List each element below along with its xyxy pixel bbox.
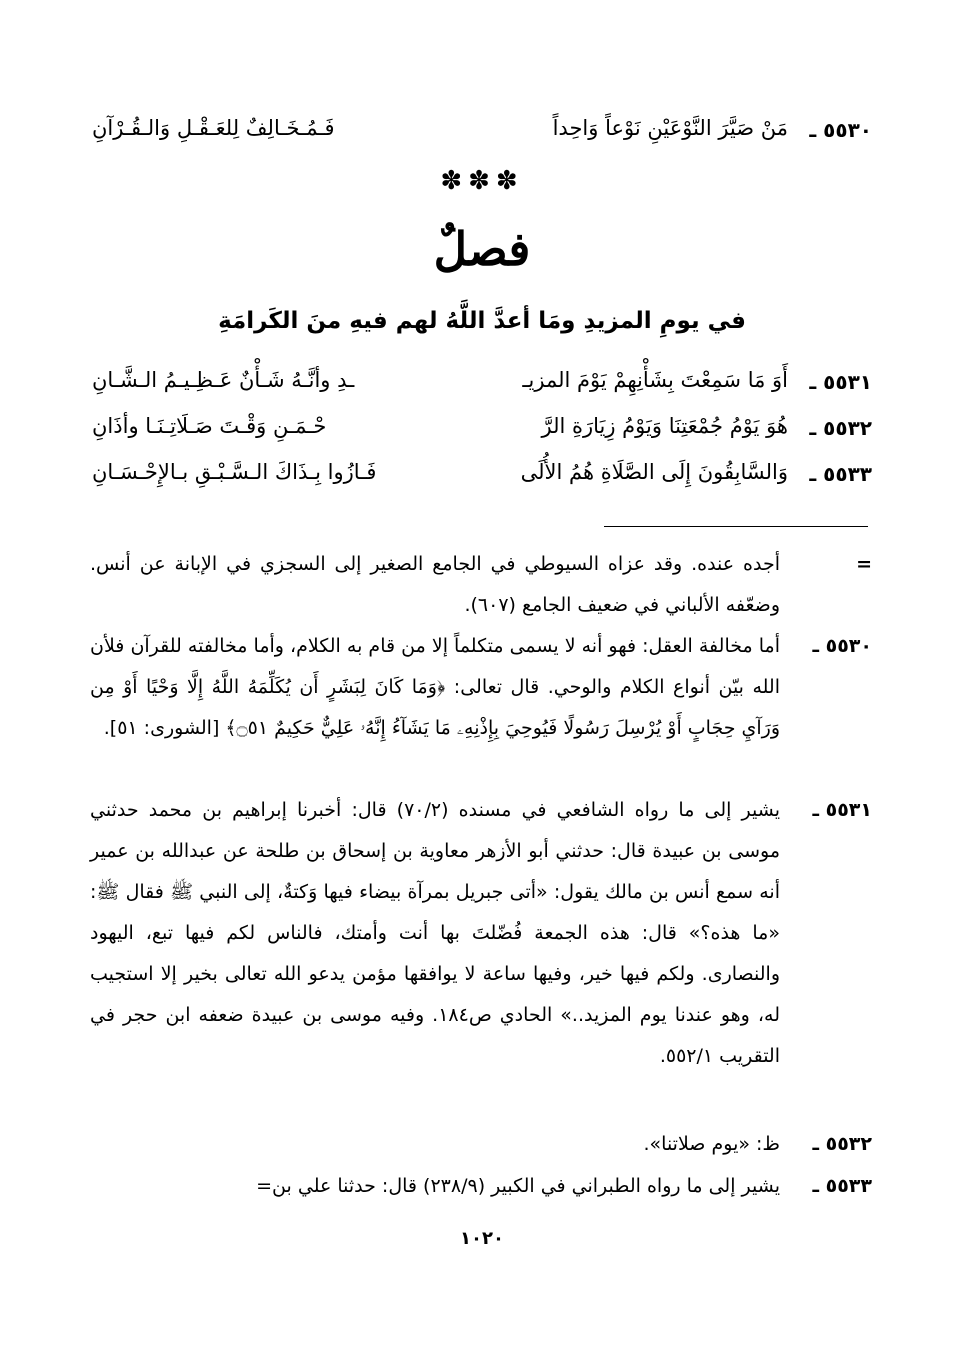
footnote-number: ٥٥٣٠ ـ (812, 635, 872, 657)
verse-first-hemistich: مَنْ صَيَّرَ النَّوْعَيْنِ نَوْعاً وَاحِداً (552, 116, 788, 140)
verse-second-hemistich: فَـمُـخَـالِفٌ لِلعَـقْـلِ وَالـقُـرْآنِ (92, 116, 335, 140)
footnote (90, 1166, 872, 1207)
verse-number: ٥٥٣٣ ـ (809, 462, 872, 486)
verse-second-hemistich: حْـمَـنِ وَقْـتَ صَـلَاتِـنَـا وأذَانِ (92, 414, 327, 438)
verse-line (92, 112, 872, 154)
verse-number: ٥٥٣١ ـ (809, 370, 872, 394)
footnote-text: يشير إلى ما رواه الطبراني في الكبير (٢٣٨/٩) قال: حدثنا علي بن= (256, 1175, 780, 1197)
verse-first-hemistich: هُوَ يَوْمُ جُمْعَتِنَا وَيَوْمُ زِيَارَةِ الرَّ (541, 414, 788, 438)
section-heading: في يومِ المزيدِ ومَا أعدَّ اللَّهُ لهم فيهِ منَ الكَرامَةِ (218, 308, 746, 334)
footnote-number: ٥٥٣٣ ـ (812, 1175, 872, 1197)
footnote-text: يشير إلى ما رواه الشافعي في مسنده (٧٠/٢) قال: أخبرنا إبراهيم بن محمد حدثني موسى بن عبيدة قال: حدثني أبو الأزهر معاوية بن إسحاق بن طلحة عن عبدالله بن عمير أنه سمع أنس بن مالك يقول: «أتى جبريل بمرآة بيضاء فيها وَكتةٌ، إلى النبي ﷺ فقال ﷺ: «ما هذه؟» قال: هذه الجمعة فُضّلتَ بها أنت وأمتك، فالناس لكم فيها تبع، اليهود والنصارى. ولكم فيها خير، وفيها ساعة لا يوافقها مؤمن يدعو الله تعالى بخير إلا استجيب له، وهو عندنا يوم المزيد..» الحادي ص١٨٤. وفيه موسى بن عبيدة ضعفه ابن حجر في التقريب ٥٥٢/١. (90, 799, 781, 1067)
verse-first-hemistich: أَوَ مَا سَمِعْتَ بِشَأْنِهِمْ يَوْمَ المزيـ (522, 368, 788, 392)
section-title: فصلٌ (433, 222, 531, 276)
page-number: ١٠٢٠ (460, 1228, 504, 1249)
footnote (90, 1124, 872, 1165)
footnote (90, 544, 872, 626)
verse-second-hemistich: فَـازُوا بِـذَاكَ الـسَّـبْـقِ بـالإِحْـسَـانِ (92, 460, 377, 484)
footnote-text: ظ: «يوم صلاتنا». (643, 1133, 780, 1155)
verse-line (92, 456, 872, 498)
footnote (90, 790, 872, 1077)
verse-number: ٥٥٣٢ ـ (809, 416, 872, 440)
footnote-text: أجده عنده. وقد عزاه السيوطي في الجامع الصغير إلى السجزي في الإبانة عن أنس. وضعّفه الألباني في ضعيف الجامع (٦٠٧). (90, 553, 780, 616)
verse-number: ٥٥٣٠ ـ (809, 118, 872, 142)
verse-first-hemistich: وَالسَّابِقُونَ إِلَى الصَّلَاةِ هُمُ الأُلَى (520, 460, 788, 484)
footnote-number: = (856, 553, 872, 575)
footnote (90, 626, 872, 749)
verse-second-hemistich: ـدِ وأنَّـهُ شَـأْنٌ عَـظِـيـمُ الـشَّـانِ (92, 368, 355, 392)
footnote-divider (604, 526, 868, 527)
footnote-number: ٥٥٣١ ـ (812, 799, 872, 821)
verse-line (92, 410, 872, 452)
verse-line (92, 364, 872, 406)
footnote-number: ٥٥٣٢ ـ (812, 1133, 872, 1155)
footnote-text: أما مخالفة العقل: فهو أنه لا يسمى متكلماً إلا من قام به الكلام، وأما مخالفته للقرآن فلأن الله بيّن أنواع الكلام والوحي. قال تعالى: ﴿وَمَا كَانَ لِبَشَرٍ أَن يُكَلِّمَهُ اللَّهُ إِلَّا وَحْيًا أَوْ مِن وَرَآيِ حِجَابٍ أَوْ يُرْسِلَ رَسُولًا فَيُوحِيَ بِإِذْنِهِۦ مَا يَشَآءُ إِنَّهُۥ عَلِيٌّ حَكِيمٌ ۝٥١﴾ [الشورى: ٥١]. (90, 635, 780, 739)
section-separator-stars: ✽✽✽ (440, 166, 524, 196)
